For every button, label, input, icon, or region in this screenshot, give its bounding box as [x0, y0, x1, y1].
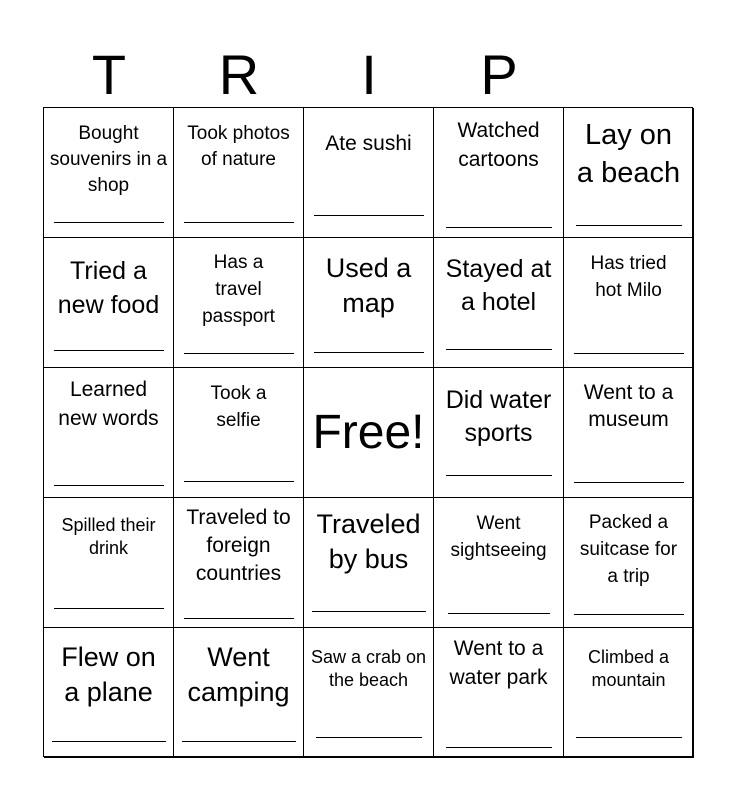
bingo-cell[interactable]	[304, 628, 434, 758]
signature-line	[54, 485, 164, 486]
bingo-card-grid	[43, 107, 693, 757]
bingo-cell[interactable]	[564, 498, 694, 628]
signature-line	[184, 222, 294, 223]
cell-label: Packed a suitcase for a trip	[579, 512, 678, 587]
cell-label: Took photos of nature	[187, 123, 290, 170]
bingo-cell[interactable]	[174, 628, 304, 758]
bingo-cell[interactable]	[564, 628, 694, 758]
cell-label: Took a selfie	[210, 383, 267, 431]
free-space-label: Free!	[312, 406, 425, 459]
signature-line	[574, 614, 684, 615]
bingo-cell[interactable]	[44, 108, 174, 238]
signature-line	[184, 618, 294, 619]
cell-label: Went camping	[187, 642, 290, 707]
bingo-header	[44, 42, 694, 108]
signature-line	[316, 737, 422, 738]
cell-label: Traveled to foreign countries	[186, 506, 291, 585]
cell-label: Did water sports	[445, 386, 552, 447]
signature-line	[574, 353, 684, 354]
signature-line	[446, 747, 552, 748]
cell-label: Lay on a beach	[576, 119, 681, 189]
cell-label: Saw a crab on the beach	[310, 647, 427, 690]
bingo-cell[interactable]	[434, 498, 564, 628]
cell-label: Stayed at a hotel	[445, 255, 552, 316]
signature-line	[54, 608, 164, 609]
signature-line	[312, 611, 426, 612]
signature-line	[314, 352, 424, 353]
bingo-cell[interactable]	[434, 108, 564, 238]
bingo-cell[interactable]	[564, 238, 694, 368]
cell-label: Spilled their drink	[61, 515, 156, 558]
bingo-cell[interactable]	[174, 368, 304, 498]
signature-line	[54, 350, 164, 351]
cell-label: Went sightseeing	[450, 513, 547, 561]
bingo-cell[interactable]	[44, 368, 174, 498]
signature-line	[314, 215, 424, 216]
bingo-cell[interactable]	[44, 498, 174, 628]
bingo-cell[interactable]	[434, 368, 564, 498]
bingo-cell[interactable]	[434, 628, 564, 758]
signature-line	[446, 475, 552, 476]
cell-label: Ate sushi	[325, 132, 412, 155]
cell-label: Tried a new food	[57, 257, 160, 319]
cell-label: Traveled by bus	[316, 509, 421, 574]
signature-line	[574, 482, 684, 483]
cell-label: Has tried hot Milo	[590, 253, 667, 301]
cell-label: Watched cartoons	[457, 119, 540, 171]
bingo-cell[interactable]	[174, 498, 304, 628]
header-letter-i: I	[361, 43, 377, 106]
bingo-cell[interactable]	[44, 238, 174, 368]
signature-line	[54, 222, 164, 223]
signature-line	[446, 349, 552, 350]
cell-label: Has a travel passport	[202, 252, 275, 327]
signature-line	[182, 741, 296, 742]
cell-label: Climbed a mountain	[587, 647, 670, 690]
bingo-cell[interactable]	[304, 498, 434, 628]
header-letter-p: P	[480, 43, 518, 106]
signature-line	[576, 737, 682, 738]
cell-label: Went to a water park	[449, 637, 548, 689]
bingo-cell[interactable]	[44, 628, 174, 758]
cell-label: Learned new words	[58, 378, 159, 430]
signature-line	[448, 613, 550, 614]
bingo-cell[interactable]	[304, 108, 434, 238]
bingo-cell[interactable]	[564, 108, 694, 238]
cell-label: Went to a museum	[583, 381, 674, 431]
signature-line	[184, 353, 294, 354]
bingo-cell[interactable]	[304, 238, 434, 368]
signature-line	[446, 227, 552, 228]
signature-line	[576, 225, 682, 226]
header-letter-t: T	[91, 43, 127, 106]
cell-label: Used a map	[325, 253, 412, 318]
free-space-cell[interactable]	[304, 368, 434, 498]
bingo-cell[interactable]	[174, 238, 304, 368]
bingo-cell[interactable]	[174, 108, 304, 238]
bingo-cell[interactable]	[564, 368, 694, 498]
header-letter-r: R	[218, 43, 260, 106]
signature-line	[52, 741, 166, 742]
cell-label: Flew on a plane	[61, 642, 156, 707]
signature-line	[184, 481, 294, 482]
cell-label: Bought souvenirs in a shop	[49, 123, 168, 196]
bingo-cell[interactable]	[434, 238, 564, 368]
